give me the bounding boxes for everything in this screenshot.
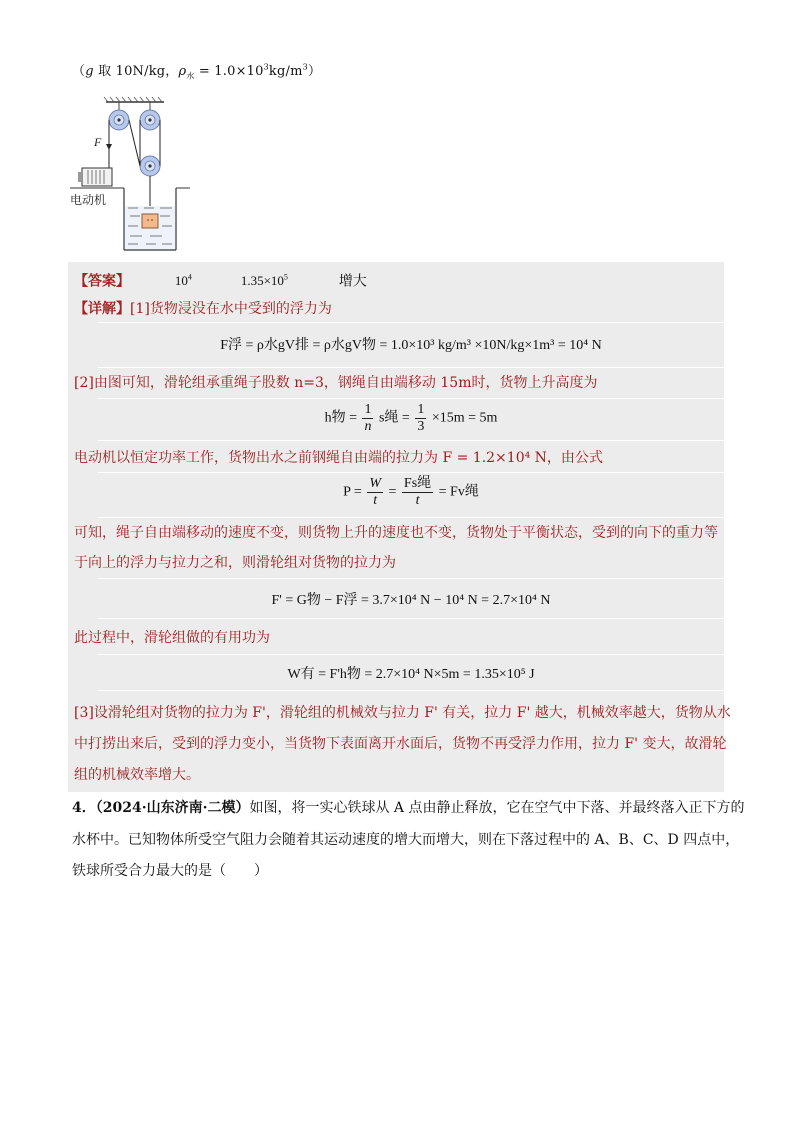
detail-para-2: [2]由图可知，滑轮组承重绳子股数 n=3，钢绳自由端移动 15m时，货物上升高度为 [74, 375, 598, 391]
separator [98, 440, 724, 441]
formula-power: P = $\frac{W}{t}$ = $\frac{\text{Fs绳}}{t}$ = Fv绳 [343, 476, 479, 508]
formula-buoyancy: F浮 = ρ水gV排 = ρ水gV物 = 1.0×10³ kg/m³ ×10N/kg×1m³ = 10⁴ N [220, 338, 602, 353]
separator [98, 517, 724, 518]
force-label: F [94, 135, 102, 149]
detail-para-6a: [3]设滑轮组对货物的拉力为 F'，滑轮组的机械效与拉力 F' 有关，拉力 F' 越大，机械效率越大，货物从水 [74, 705, 731, 721]
question-4-line-3: 铁球所受合力最大的是（ ） [72, 863, 268, 879]
separator [98, 654, 724, 655]
separator [98, 322, 724, 323]
formula-work: W有 = F'h物 = 2.7×10⁴ N×5m = 1.35×10⁵ J [287, 667, 535, 682]
answer-value-1: $10^4$ [174, 273, 192, 289]
formula-tension: F' = G物 − F浮 = 3.7×10⁴ N − 10⁴ N = 2.7×10⁴ N [271, 593, 551, 608]
detail-tag: 【详解】 [74, 301, 130, 317]
answer-tag: 【答案】 [74, 273, 130, 290]
detail-para-1: 【详解】[1]货物浸没在水中受到的浮力为 [74, 301, 332, 317]
detail-para-6c: 组的机械效率增大。 [74, 767, 200, 783]
separator [98, 578, 724, 579]
separator [98, 618, 724, 619]
given-conditions: （g 取 10N/kg，$\rho_水 = 1.0\times 10^3kg/m^3$） [72, 62, 322, 81]
separator [98, 472, 724, 473]
detail-para-4a: 可知，绳子自由端移动的速度不变，则货物上升的速度也不变，货物处于平衡状态，受到的向下的重力等 [74, 525, 718, 541]
separator [98, 690, 724, 691]
answer-value-3: 增大 [338, 273, 367, 290]
detail-para-3: 电动机以恒定功率工作，货物出水之前钢绳自由端的拉力为 F = 1.2×10⁴ N，由公式 [74, 450, 603, 466]
separator [98, 398, 724, 399]
formula-height: h物 = $\frac{1}{n}$ s绳 = $\frac{1}{3}$ ×15m = 5m [324, 402, 498, 434]
detail-para-4b: 于向上的浮力与拉力之和，则滑轮组对货物的拉力为 [74, 555, 396, 571]
question-4-line-1: 4．（2024·山东济南·二模）如图，将一实心铁球从 A 点由静止释放，它在空气中下落、并最终落入正下方的 [72, 800, 745, 816]
pulley-motor-figure [68, 96, 198, 256]
detail-para-6b: 中打捞出来后，受到的浮力变小，当货物下表面离开水面后，货物不再受浮力作用，拉力 F' 变大，故滑轮 [74, 736, 727, 752]
detail-para-5: 此过程中，滑轮组做的有用功为 [74, 630, 270, 646]
answer-row [74, 268, 367, 291]
answer-value-2: $1.35\times 10^5$ [240, 273, 288, 289]
motor-label: 电动机 [70, 193, 107, 207]
question-4-line-2: 水杯中。已知物体所受空气阻力会随着其运动速度的增大而增大，则在下落过程中的 A、B、C、D 四点中， [72, 832, 740, 848]
separator [98, 367, 724, 368]
